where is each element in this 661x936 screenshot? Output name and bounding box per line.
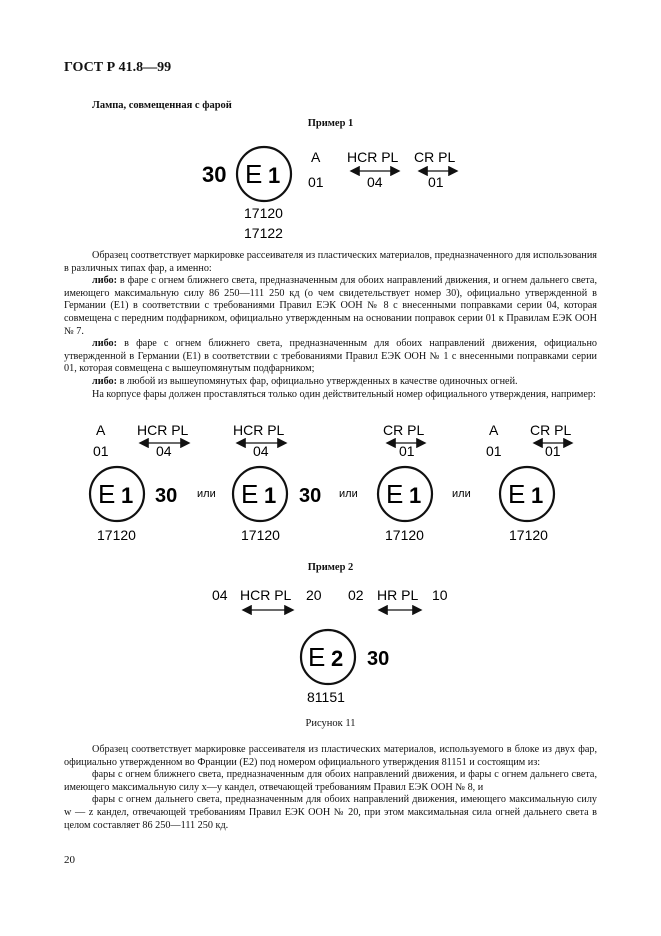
num-01: 01	[308, 174, 324, 190]
section-title: Лампа, совмещенная с фарой	[92, 100, 232, 111]
letter-a: A	[311, 149, 321, 165]
circle-label: E	[98, 479, 116, 509]
circle-digit: 1	[531, 483, 544, 508]
group-label: HCR PL	[137, 422, 189, 438]
note-text: На корпусе фары должен проставляться только один действительный номер официального утверждения, например:	[92, 388, 596, 400]
right-class: 10	[432, 587, 448, 603]
example-2-title: Пример 2	[307, 562, 354, 573]
right-group: HR PL	[377, 587, 419, 603]
p2-item-1: фары с огнем ближнего света, предназначенным для обоих направлений движения, и фары с огнем дальнего света, имеющего максимальную силу x—y кандел, отвечающей требованиям Правил ЕЭК ООН № 8, и	[64, 769, 597, 793]
group-label: CR PL	[530, 422, 572, 438]
example-2-marking	[0, 580, 661, 710]
series-number: 01	[399, 443, 415, 459]
hcr-pl: HCR PL	[347, 149, 399, 165]
circle-digit: 1	[121, 483, 134, 508]
alternative-markings	[0, 416, 661, 546]
hcr-series: 04	[367, 174, 383, 190]
right-series: 02	[348, 587, 364, 603]
paragraph-description-2	[64, 744, 597, 832]
approval-number: 17120	[241, 527, 280, 543]
approval-number: 81151	[307, 689, 345, 705]
alternative-1	[90, 422, 189, 543]
approval-number: 17120	[385, 527, 424, 543]
option-2: либо: в фаре с огнем ближнего света, предназначенным для обоих направлений движения, официально утвержденной в Германии (E1) в соответствии с требованиями Правил ЕЭК ООН № 1 с внесенными поправками серии 01, которая совмещена с вышеупомянутым подфарником;	[64, 338, 597, 375]
cr-series: 01	[428, 174, 444, 190]
group-label: HCR PL	[233, 422, 285, 438]
class-number: 30	[202, 162, 227, 187]
circle-digit: 1	[409, 483, 422, 508]
circle-label: E	[508, 479, 526, 509]
option-1: либо: в фаре с огнем ближнего света, предназначенным для обоих направлений движения, и огнем дальнего света, имеющего максимальную силу 86 250—111 250 кд (о чем свидетельствует номер 30), официально утвержденной в Германии (E1) в соответствии с требованиями Правил ЕЭК ООН № 8 с внесенными поправками серии 04, которая совмещена с передним подфарником, официально утвержденным на основании поправок серии 01 к Правилам ЕЭК ООН № 7.	[64, 275, 597, 337]
circle-label: E	[241, 479, 259, 509]
document-header: ГОСТ Р 41.8—99	[64, 60, 172, 75]
class-number: 30	[299, 485, 322, 507]
p2-intro: Образец соответствует маркировке рассеивателя из пластических материалов, используемого в блоке из двух фар, официально утвержденном во Франции (E2) под номером официального утверждения 81151 и состоящим из:	[64, 744, 597, 768]
num-01: 01	[486, 443, 502, 459]
alternative-3	[378, 422, 432, 543]
circle-digit: 1	[264, 483, 277, 508]
paragraph-description-1	[64, 250, 597, 401]
approval-number: 17120	[509, 527, 548, 543]
approval-number-2: 17122	[244, 225, 283, 241]
circle-digit: 2	[331, 646, 344, 671]
approval-number: 17120	[97, 527, 136, 543]
figure-caption: Рисунок 11	[305, 718, 356, 729]
group-label: CR PL	[383, 422, 425, 438]
letter-a: A	[489, 422, 499, 438]
series-number: 04	[253, 443, 269, 459]
or-word-3: или	[452, 488, 471, 500]
p2-item-2: фары с огнем дальнего света, предназначенным для обоих направлений движения, имеющего максимальную силу w — z кандел, отвечающей требованиям Правил ЕЭК ООН № 20, при этом максимальная сила огней дальнего света в целом составляет 86 250—111 250 кд.	[64, 794, 597, 831]
option-3: либо: в любой из вышеупомянутых фар, официально утвержденных в качестве одиночных огней.	[92, 375, 518, 387]
num-01: 01	[93, 443, 109, 459]
alternative-2	[233, 422, 321, 543]
circle-label: E	[245, 159, 263, 189]
or-word-2: или	[339, 488, 358, 500]
left-group: HCR PL	[240, 587, 292, 603]
circle-digit: 1	[268, 163, 281, 188]
circle-label: E	[308, 642, 326, 672]
intro-text: Образец соответствует маркировке рассеивателя из пластических материалов, предназначенного для использования в различных типах фар, а именно:	[64, 250, 597, 274]
series-number: 01	[545, 443, 561, 459]
example-1-title: Пример 1	[307, 118, 354, 129]
cr-pl: CR PL	[414, 149, 456, 165]
or-word-1: или	[197, 488, 216, 500]
approval-number-1: 17120	[244, 205, 283, 221]
alternative-4	[486, 422, 571, 543]
page-number: 20	[64, 854, 75, 866]
class-number: 30	[155, 485, 178, 507]
example-1-marking	[0, 140, 661, 245]
left-class: 20	[306, 587, 322, 603]
left-series: 04	[212, 587, 228, 603]
letter-a: A	[96, 422, 106, 438]
class-number: 30	[367, 648, 390, 670]
series-number: 04	[156, 443, 172, 459]
circle-label: E	[386, 479, 404, 509]
